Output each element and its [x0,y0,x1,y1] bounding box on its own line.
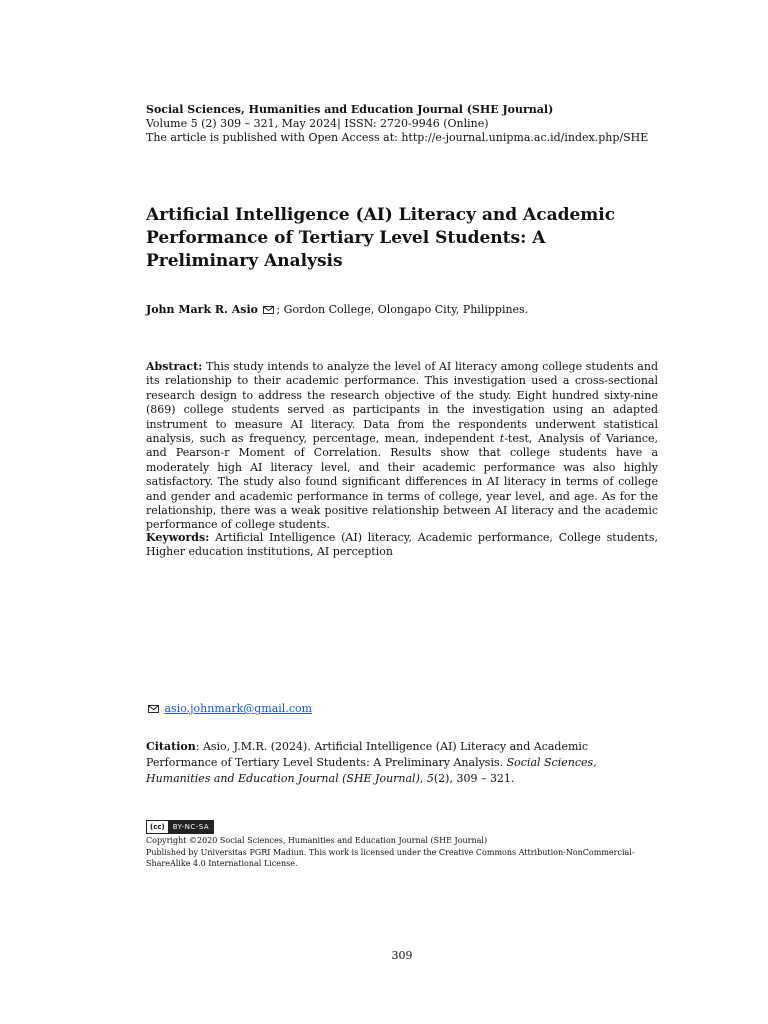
abstract-text-part-2: -test, Analysis of Variance, and Pearson-r Moment of Correlation. Results show that college students have a moderately high AI literacy level, and their academic performance was also highly satisfactory. The study also found significant differences in AI literacy in terms of college and gender and academic performance in terms of college, year level, and age. As for the relationship, there was a weak positive relationship between AI literacy and the academic performance of college students. [146,432,658,532]
citation-text-part-2: , [419,772,427,785]
envelope-icon [148,705,159,713]
journal-header [146,103,658,145]
email-link[interactable]: asio.johnmark@gmail.com [164,702,313,715]
abstract-t-italic: t [499,432,505,446]
publisher-line: Published by Universitas PGRI Madiun. This work is licensed under the Creative Commons Attribution-NonCommercial-ShareAlike 4.0 International License. [146,847,635,868]
license-block [146,814,658,870]
abstract-text-part-1: This study intends to analyze the level of AI literacy among college students and its relationship to their academic performance. This investigation used a cross-sectional research design to address the research objective of the study. Eight hundred sixty-nine (869) college students served as participants in the investigation using an adapted instrument to measure AI literacy. Data from the respondents underwent statistical analysis, such as frequency, percentage, mean, independent [146,360,658,446]
keywords-label: Keywords: [146,531,210,544]
citation-journal: Social Sciences, Humanities and Education Journal (SHE Journal) [146,756,597,785]
author-line [146,303,658,317]
cc-license-badge[interactable] [146,820,214,834]
abstract [146,360,658,533]
cc-badge-terms: BY-NC-SA [172,823,210,831]
journal-volume: Volume 5 (2) 309 – 321, May 2024| ISSN: 2720-9946 (Online) [146,117,489,130]
article-title: Artificial Intelligence (AI) Literacy and Academic Performance of Tertiary Level Students: A Preliminary Analysis [146,205,616,271]
citation-label: Citation [146,740,196,753]
keywords-text: Artificial Intelligence (AI) literacy, Academic performance, College students, Higher education institutions, AI perception [146,531,658,559]
journal-name: Social Sciences, Humanities and Education Journal (SHE Journal) [146,103,554,116]
envelope-icon[interactable] [263,306,274,314]
keywords [146,531,658,560]
citation-volume: 5 [426,772,434,785]
corresponding-email [146,702,312,716]
journal-access-url: The article is published with Open Access at: http://e-journal.unipma.ac.id/index.php/SHE [146,131,649,144]
author-name: John Mark R. Asio [146,303,258,316]
page-number: 309 [391,949,413,962]
citation-text-part-3: (2), 309 – 321. [433,772,515,785]
citation [146,739,658,787]
author-affiliation: ; Gordon College, Olongapo City, Philippines. [276,303,529,316]
abstract-label: Abstract: [146,360,203,373]
citation-text-part-1: : Asio, J.M.R. (2024). Artificial Intelligence (AI) Literacy and Academic Performance of Tertiary Level Students: A Preliminary Analysis. [146,740,589,769]
cc-badge-logo: (cc) [147,821,169,833]
copyright-line: Copyright ©2020 Social Sciences, Humanities and Education Journal (SHE Journal) [146,836,488,845]
